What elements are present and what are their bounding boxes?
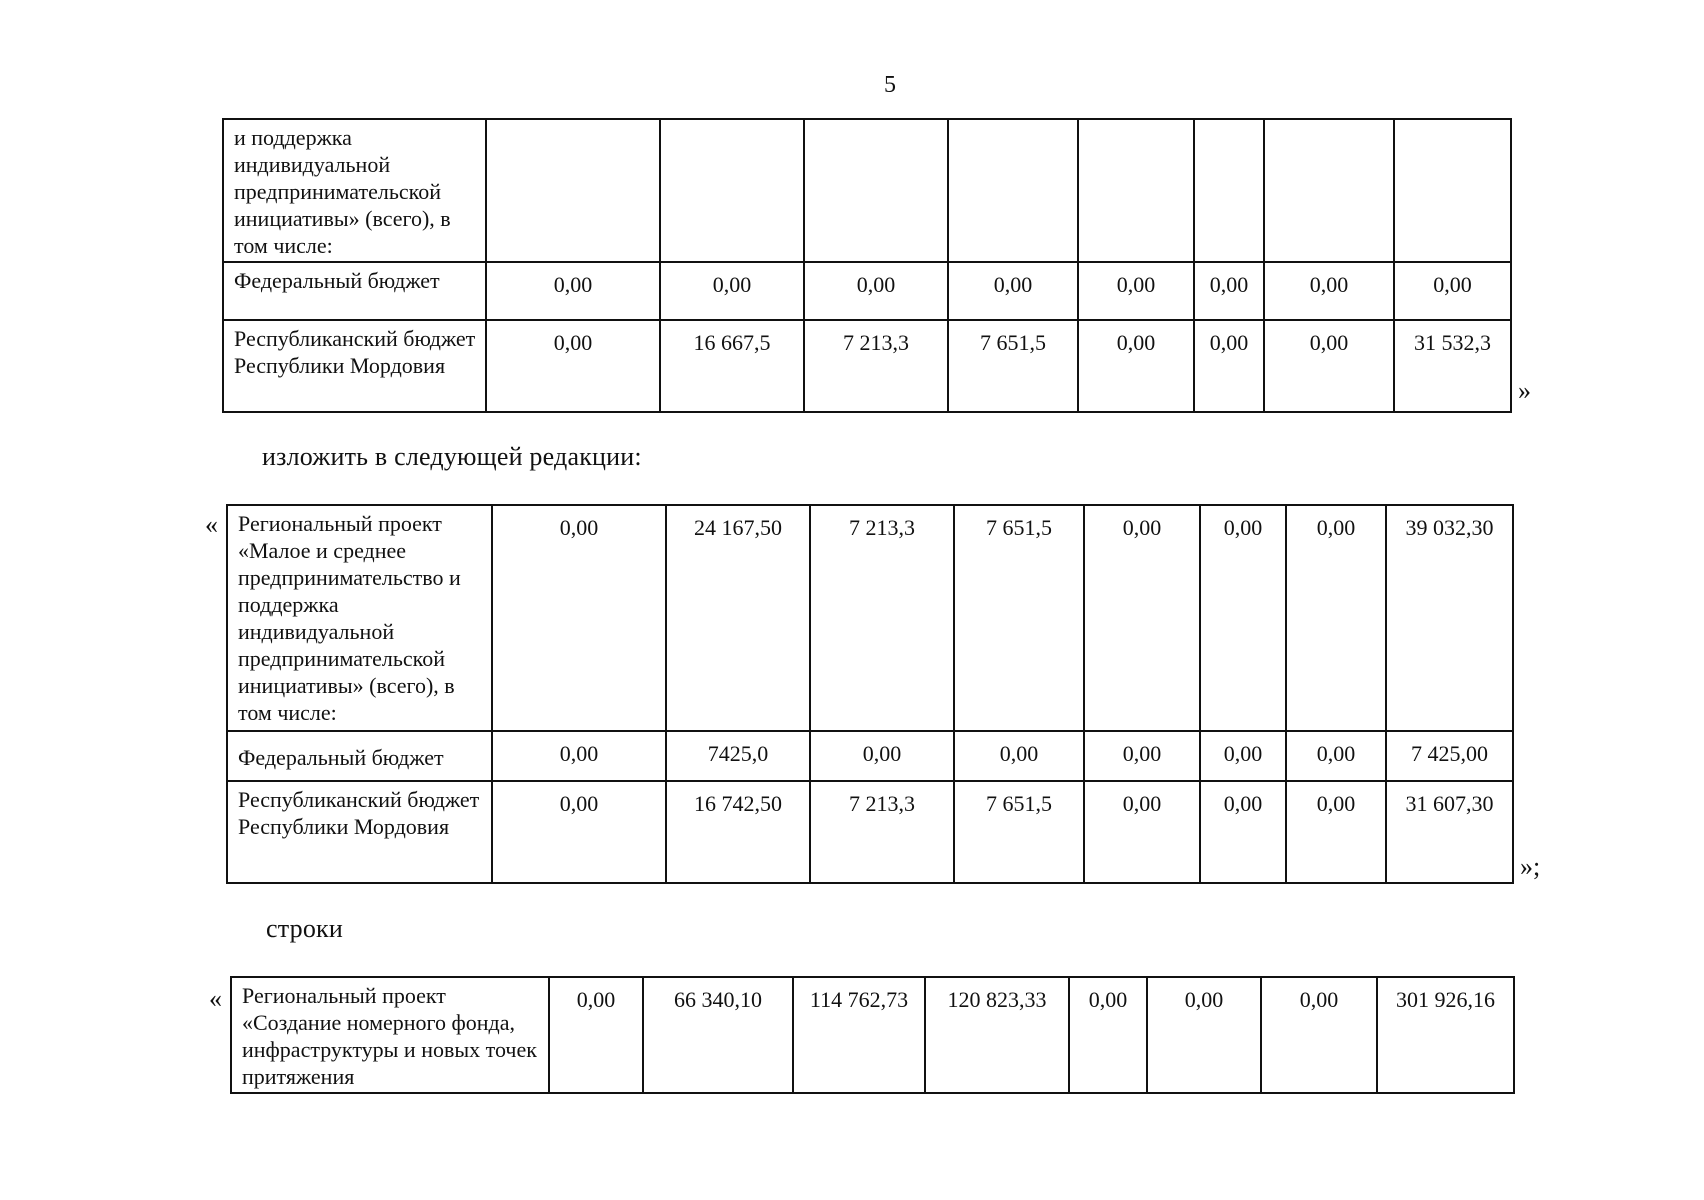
table-cell: 7 213,3 xyxy=(810,781,954,883)
table-cell: 0,00 xyxy=(492,505,666,731)
table-cell: 301 926,16 xyxy=(1377,977,1514,1093)
table-cell: 0,00 xyxy=(1394,262,1511,320)
open-quote: « xyxy=(205,510,218,539)
table-cell: 0,00 xyxy=(486,320,660,412)
table-row xyxy=(223,320,1511,412)
table-cell: 0,00 xyxy=(1084,731,1200,781)
instruction-text: изложить в следующей редакции: xyxy=(262,442,642,471)
table-cell: 0,00 xyxy=(1069,977,1147,1093)
table-cell: 0,00 xyxy=(1147,977,1261,1093)
table-cell: 0,00 xyxy=(1200,781,1286,883)
table-cell: 0,00 xyxy=(1084,781,1200,883)
table-cell: 0,00 xyxy=(948,262,1078,320)
table-cell: 0,00 xyxy=(492,731,666,781)
table-cell: 0,00 xyxy=(549,977,643,1093)
table-cell: 0,00 xyxy=(1200,505,1286,731)
budget-table-new xyxy=(226,504,1514,884)
table-cell: 31 607,30 xyxy=(1386,781,1513,883)
table-cell: 0,00 xyxy=(804,262,948,320)
table-cell: 0,00 xyxy=(1194,262,1264,320)
table-cell xyxy=(1394,119,1511,262)
budget-table-old xyxy=(222,118,1512,413)
row-label: Федеральный бюджет xyxy=(227,731,492,781)
table-cell: 16 742,50 xyxy=(666,781,810,883)
table-cell: 0,00 xyxy=(1200,731,1286,781)
table-cell: 66 340,10 xyxy=(643,977,793,1093)
close-quote: » xyxy=(1518,376,1531,405)
table-cell: 7 425,00 xyxy=(1386,731,1513,781)
table-cell: 114 762,73 xyxy=(793,977,925,1093)
table-cell: 0,00 xyxy=(1286,781,1386,883)
table-cell: 0,00 xyxy=(1286,505,1386,731)
table-cell xyxy=(486,119,660,262)
close-quote: »; xyxy=(1520,852,1541,881)
table-cell: 24 167,50 xyxy=(666,505,810,731)
table-cell: 7 651,5 xyxy=(954,781,1084,883)
table-cell: 0,00 xyxy=(1078,320,1194,412)
table-cell: 0,00 xyxy=(954,731,1084,781)
table-cell xyxy=(1264,119,1394,262)
row-label: Республиканский бюджет Республики Мордовия xyxy=(223,320,486,412)
table-cell: 0,00 xyxy=(1264,320,1394,412)
table-row xyxy=(223,119,1511,262)
table-cell: 7 651,5 xyxy=(954,505,1084,731)
table-cell: 0,00 xyxy=(1261,977,1377,1093)
table-cell xyxy=(1194,119,1264,262)
budget-table-rows xyxy=(230,976,1515,1094)
table-cell: 16 667,5 xyxy=(660,320,804,412)
row-label: Региональный проект «Малое и среднее предпринимательство и поддержка индивидуальной предпринимательской инициативы» (всего), в том числе: xyxy=(227,505,492,731)
table-cell: 39 032,30 xyxy=(1386,505,1513,731)
table-cell xyxy=(804,119,948,262)
row-label: Республиканский бюджет Республики Мордовия xyxy=(227,781,492,883)
row-label: и поддержка индивидуальной предпринимательской инициативы» (всего), в том числе: xyxy=(223,119,486,262)
table-cell xyxy=(948,119,1078,262)
table-cell: 0,00 xyxy=(660,262,804,320)
table-cell: 0,00 xyxy=(810,731,954,781)
rows-word: строки xyxy=(266,914,343,943)
open-quote: « xyxy=(209,984,222,1013)
table-cell: 7 213,3 xyxy=(810,505,954,731)
table-cell: 0,00 xyxy=(486,262,660,320)
table-row xyxy=(227,731,1513,781)
page-number: 5 xyxy=(884,72,896,98)
table-row xyxy=(231,977,1514,1093)
table-row xyxy=(223,262,1511,320)
row-label: Региональный проект «Создание номерного фонда, инфраструктуры и новых точек притяжения xyxy=(231,977,549,1093)
table-cell: 120 823,33 xyxy=(925,977,1069,1093)
table-cell xyxy=(1078,119,1194,262)
table-cell: 7425,0 xyxy=(666,731,810,781)
table-cell: 0,00 xyxy=(1194,320,1264,412)
table-cell: 0,00 xyxy=(492,781,666,883)
table-cell: 7 651,5 xyxy=(948,320,1078,412)
table-cell: 0,00 xyxy=(1078,262,1194,320)
table-cell: 7 213,3 xyxy=(804,320,948,412)
table-cell: 0,00 xyxy=(1084,505,1200,731)
table-cell xyxy=(660,119,804,262)
table-row xyxy=(227,505,1513,731)
table-cell: 31 532,3 xyxy=(1394,320,1511,412)
table-cell: 0,00 xyxy=(1264,262,1394,320)
table-row xyxy=(227,781,1513,883)
table-cell: 0,00 xyxy=(1286,731,1386,781)
row-label: Федеральный бюджет xyxy=(223,262,486,320)
